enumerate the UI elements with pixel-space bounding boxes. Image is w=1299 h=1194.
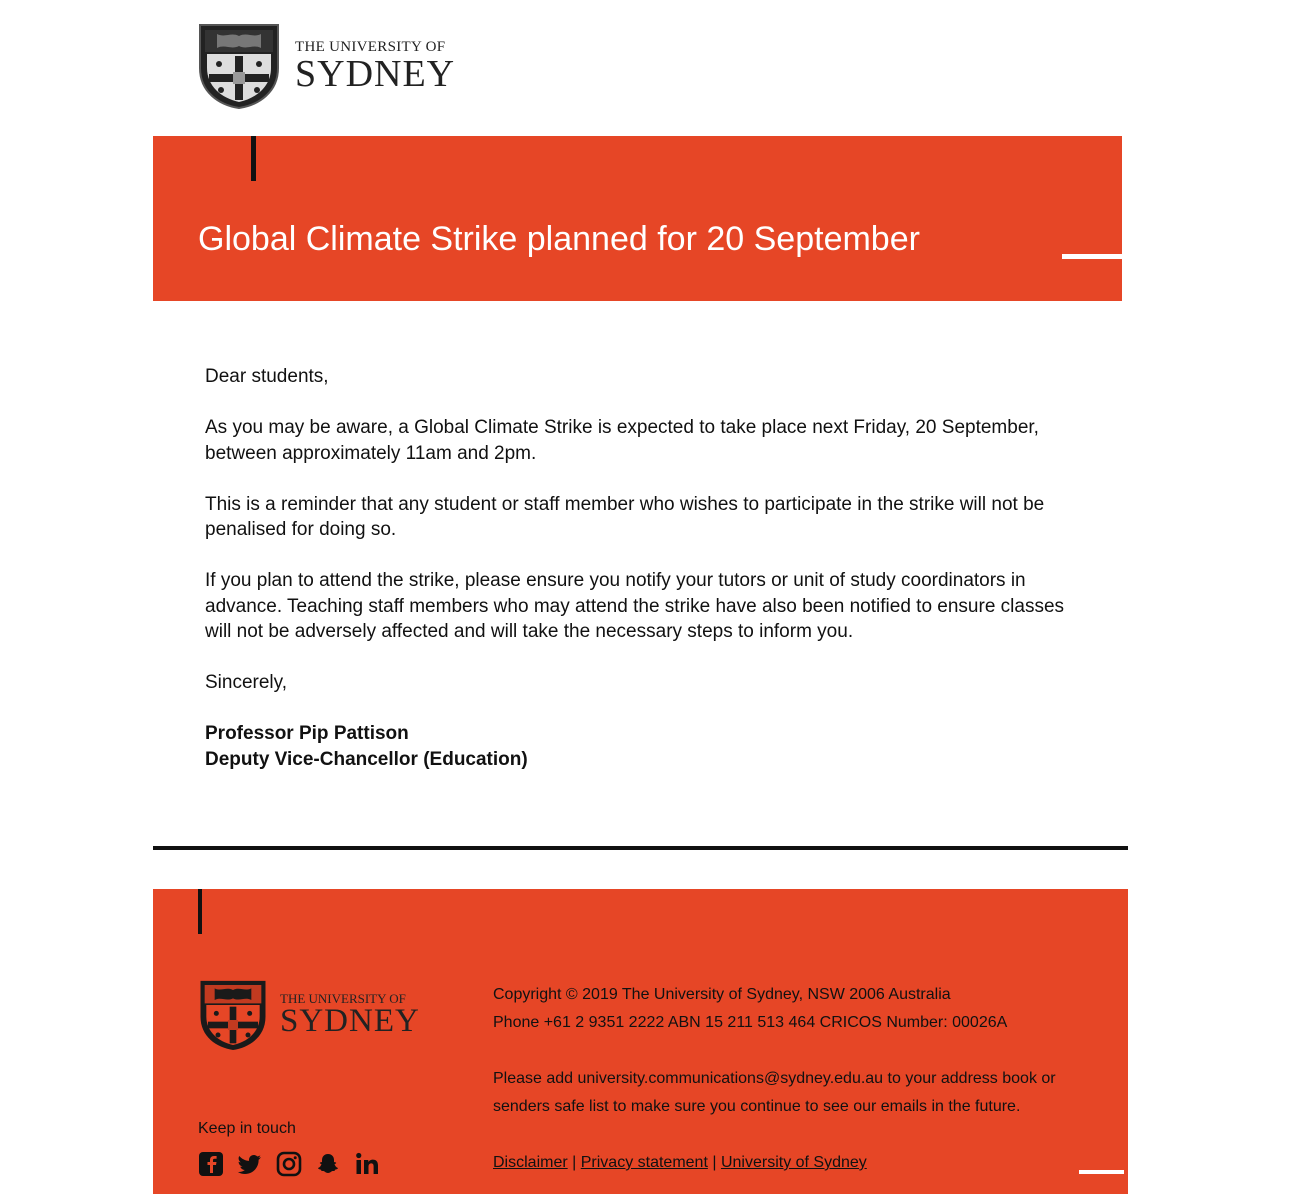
title-banner bbox=[153, 136, 1122, 301]
twitter-icon[interactable] bbox=[237, 1151, 263, 1177]
keep-in-touch-label: Keep in touch bbox=[198, 1120, 296, 1137]
social-links bbox=[198, 1151, 380, 1177]
phone-line: Phone +61 2 9351 2222 ABN 15 211 513 464 CRICOS Number: 00026A bbox=[493, 1014, 1008, 1031]
signatory-title: Deputy Vice-Chancellor (Education) bbox=[205, 748, 528, 770]
footer-text bbox=[493, 981, 1093, 1177]
logo-wordmark bbox=[295, 40, 455, 93]
greeting: Dear students, bbox=[205, 366, 329, 387]
facebook-icon[interactable] bbox=[198, 1151, 224, 1177]
university-logo[interactable] bbox=[197, 22, 455, 110]
closing: Sincerely, bbox=[205, 672, 288, 693]
paragraph-3: If you plan to attend the strike, please ensure you notify your tutors or unit of study coordinators in advance. Teaching staff members who may attend the strike have also been notified to ensure classes will not be adversely affected and will take the necessary steps to inform you. bbox=[205, 570, 1065, 642]
snapchat-icon[interactable] bbox=[315, 1151, 341, 1177]
link-separator: | bbox=[572, 1154, 577, 1171]
address-book-notice: Please add university.communications@sydney.edu.au to your address book or senders safe list to make sure you continue to see our emails in the future. bbox=[493, 1070, 1056, 1115]
footer-logo-line2: SYDNEY bbox=[280, 1003, 420, 1039]
paragraph-2: This is a reminder that any student or staff member who wishes to participate in the strike will not be penalised for doing so. bbox=[205, 493, 1045, 540]
footer-dash-decoration bbox=[1079, 1170, 1124, 1174]
signatory-name: Professor Pip Pattison bbox=[205, 723, 409, 744]
disclaimer-link[interactable]: Disclaimer bbox=[493, 1154, 568, 1171]
letter-body bbox=[205, 364, 1085, 772]
footer-logo-wordmark bbox=[280, 992, 420, 1038]
footer-university-logo[interactable] bbox=[198, 978, 420, 1052]
link-separator: | bbox=[712, 1154, 717, 1171]
footer-tick-decoration bbox=[198, 889, 202, 934]
email-title: Global Climate Strike planned for 20 September bbox=[198, 220, 920, 258]
paragraph-1: As you may be aware, a Global Climate Strike is expected to take place next Friday, 20 September, between approximately 11am and 2pm. bbox=[205, 417, 1039, 464]
copyright-text: Copyright © 2019 The University of Sydney, NSW 2006 Australia bbox=[493, 986, 951, 1003]
footer bbox=[153, 889, 1128, 1194]
footer-logo-line1: THE UNIVERSITY OF bbox=[280, 991, 406, 1006]
footer-links bbox=[493, 1149, 1093, 1177]
university-of-sydney-link[interactable]: University of Sydney bbox=[720, 1154, 867, 1171]
logo-line2: SYDNEY bbox=[295, 52, 456, 95]
banner-dash-decoration bbox=[1062, 254, 1122, 259]
banner-tick-decoration bbox=[251, 136, 256, 181]
logo-line1: THE UNIVERSITY OF bbox=[295, 38, 446, 55]
linkedin-icon[interactable] bbox=[354, 1151, 380, 1177]
instagram-icon[interactable] bbox=[276, 1151, 302, 1177]
privacy-statement-link[interactable]: Privacy statement bbox=[580, 1154, 708, 1171]
footer-crest-icon bbox=[198, 978, 268, 1052]
crest-icon bbox=[197, 22, 281, 110]
section-divider bbox=[153, 846, 1128, 850]
